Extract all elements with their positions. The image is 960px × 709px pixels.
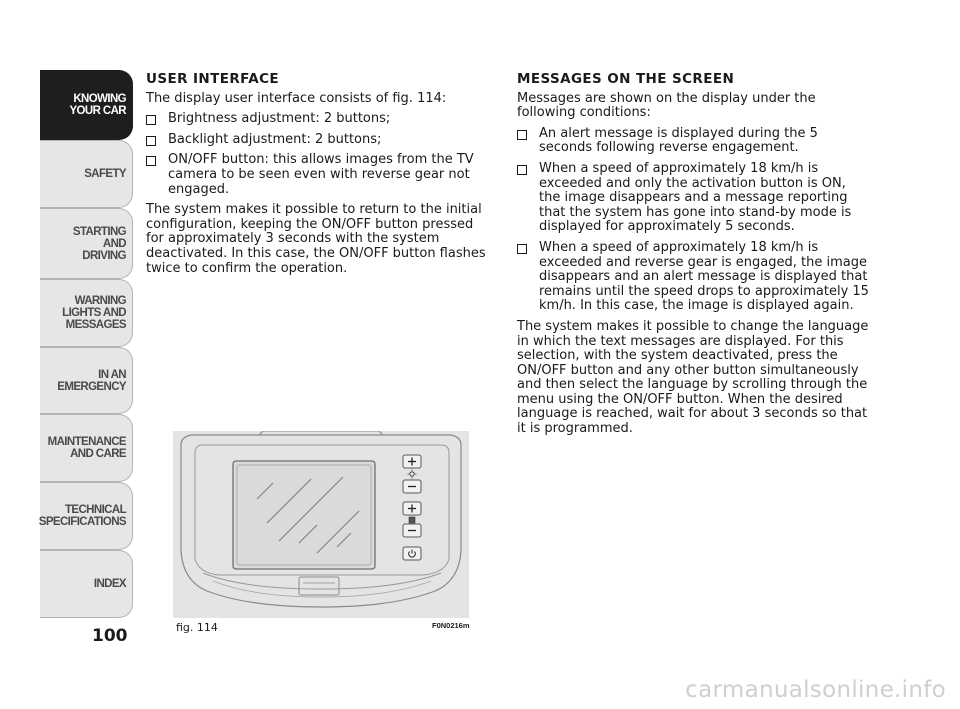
tab-technical-specifications[interactable]: TECHNICAL SPECIFICATIONS [40, 482, 133, 550]
tab-starting-and-driving[interactable]: STARTING AND DRIVING [40, 208, 133, 279]
backlight-minus-button[interactable] [403, 524, 421, 537]
reset-paragraph: The system makes it possible to return to the initial configuration, keeping the ON/OFF button pressed for approximately 3 seconds with the system deactivated. In this case, the ON/OFF button flashes twice to confirm the operation. [146, 202, 486, 276]
messages-heading: MESSAGES ON THE SCREEN [517, 71, 735, 87]
user-interface-intro: The display user interface consists of fig. 114: [146, 90, 447, 106]
tab-maintenance-and-care[interactable]: MAINTENANCE AND CARE [40, 414, 133, 482]
brightness-icon [408, 470, 417, 479]
backlight-plus-button[interactable] [403, 502, 421, 515]
messages-intro: Messages are shown on the display under the following conditions: [517, 90, 816, 121]
list-item: When a speed of approximately 18 km/h is exceeded and only the activation button is ON, the image disappears and a message reporting that the system has gone into stand-by mode is displayed for approximately 5 seconds. [517, 162, 870, 235]
tab-in-an-emergency[interactable]: IN AN EMERGENCY [40, 347, 133, 414]
language-paragraph: The system makes it possible to change the language in which the text messages are displayed. For this selection, with the system deactivated, press the ON/OFF button and any other button simultaneously and then select the language by scrolling through the menu using the ON/OFF button. When the desired language is reached, wait for about 3 seconds so that it is programmed. [517, 318, 869, 437]
list-item: Brightness adjustment: 2 buttons; [146, 112, 491, 127]
power-button[interactable] [403, 547, 421, 560]
backlight-icon [409, 517, 415, 523]
list-item: Backlight adjustment: 2 buttons; [146, 133, 491, 148]
camera-display-illustration [173, 431, 469, 618]
tab-warning-lights-and-messages[interactable]: WARNING LIGHTS AND MESSAGES [40, 279, 133, 347]
list-item: An alert message is displayed during the 5 seconds following reverse engagement. [517, 127, 870, 156]
list-item: ON/OFF button: this allows images from the TV camera to be seen even with reverse gear not engaged. [146, 153, 491, 197]
tab-index[interactable]: INDEX [40, 550, 133, 618]
user-interface-section [146, 72, 491, 282]
tab-safety[interactable]: SAFETY [40, 140, 133, 208]
brightness-minus-button[interactable] [403, 480, 421, 493]
tab-knowing-your-car[interactable]: KNOWING YOUR CAR [40, 70, 133, 140]
user-interface-list [146, 112, 491, 197]
page-number: 100 [92, 626, 128, 646]
figure-code: F0N0216m [432, 621, 470, 630]
messages-list [517, 127, 870, 314]
figure-caption: fig. 114 [176, 621, 218, 634]
messages-section [517, 72, 870, 443]
list-item: When a speed of approximately 18 km/h is exceeded and reverse gear is engaged, the image disappears and an alert message is displayed that remains until the speed drops to approximately 15 km/h. In this case, the image is displayed again. [517, 241, 870, 314]
figure-114 [173, 431, 469, 618]
brightness-plus-button[interactable] [403, 455, 421, 468]
user-interface-heading: USER INTERFACE [146, 71, 279, 87]
watermark: carmanualsonline.info [685, 677, 946, 703]
display-screen [233, 461, 375, 569]
